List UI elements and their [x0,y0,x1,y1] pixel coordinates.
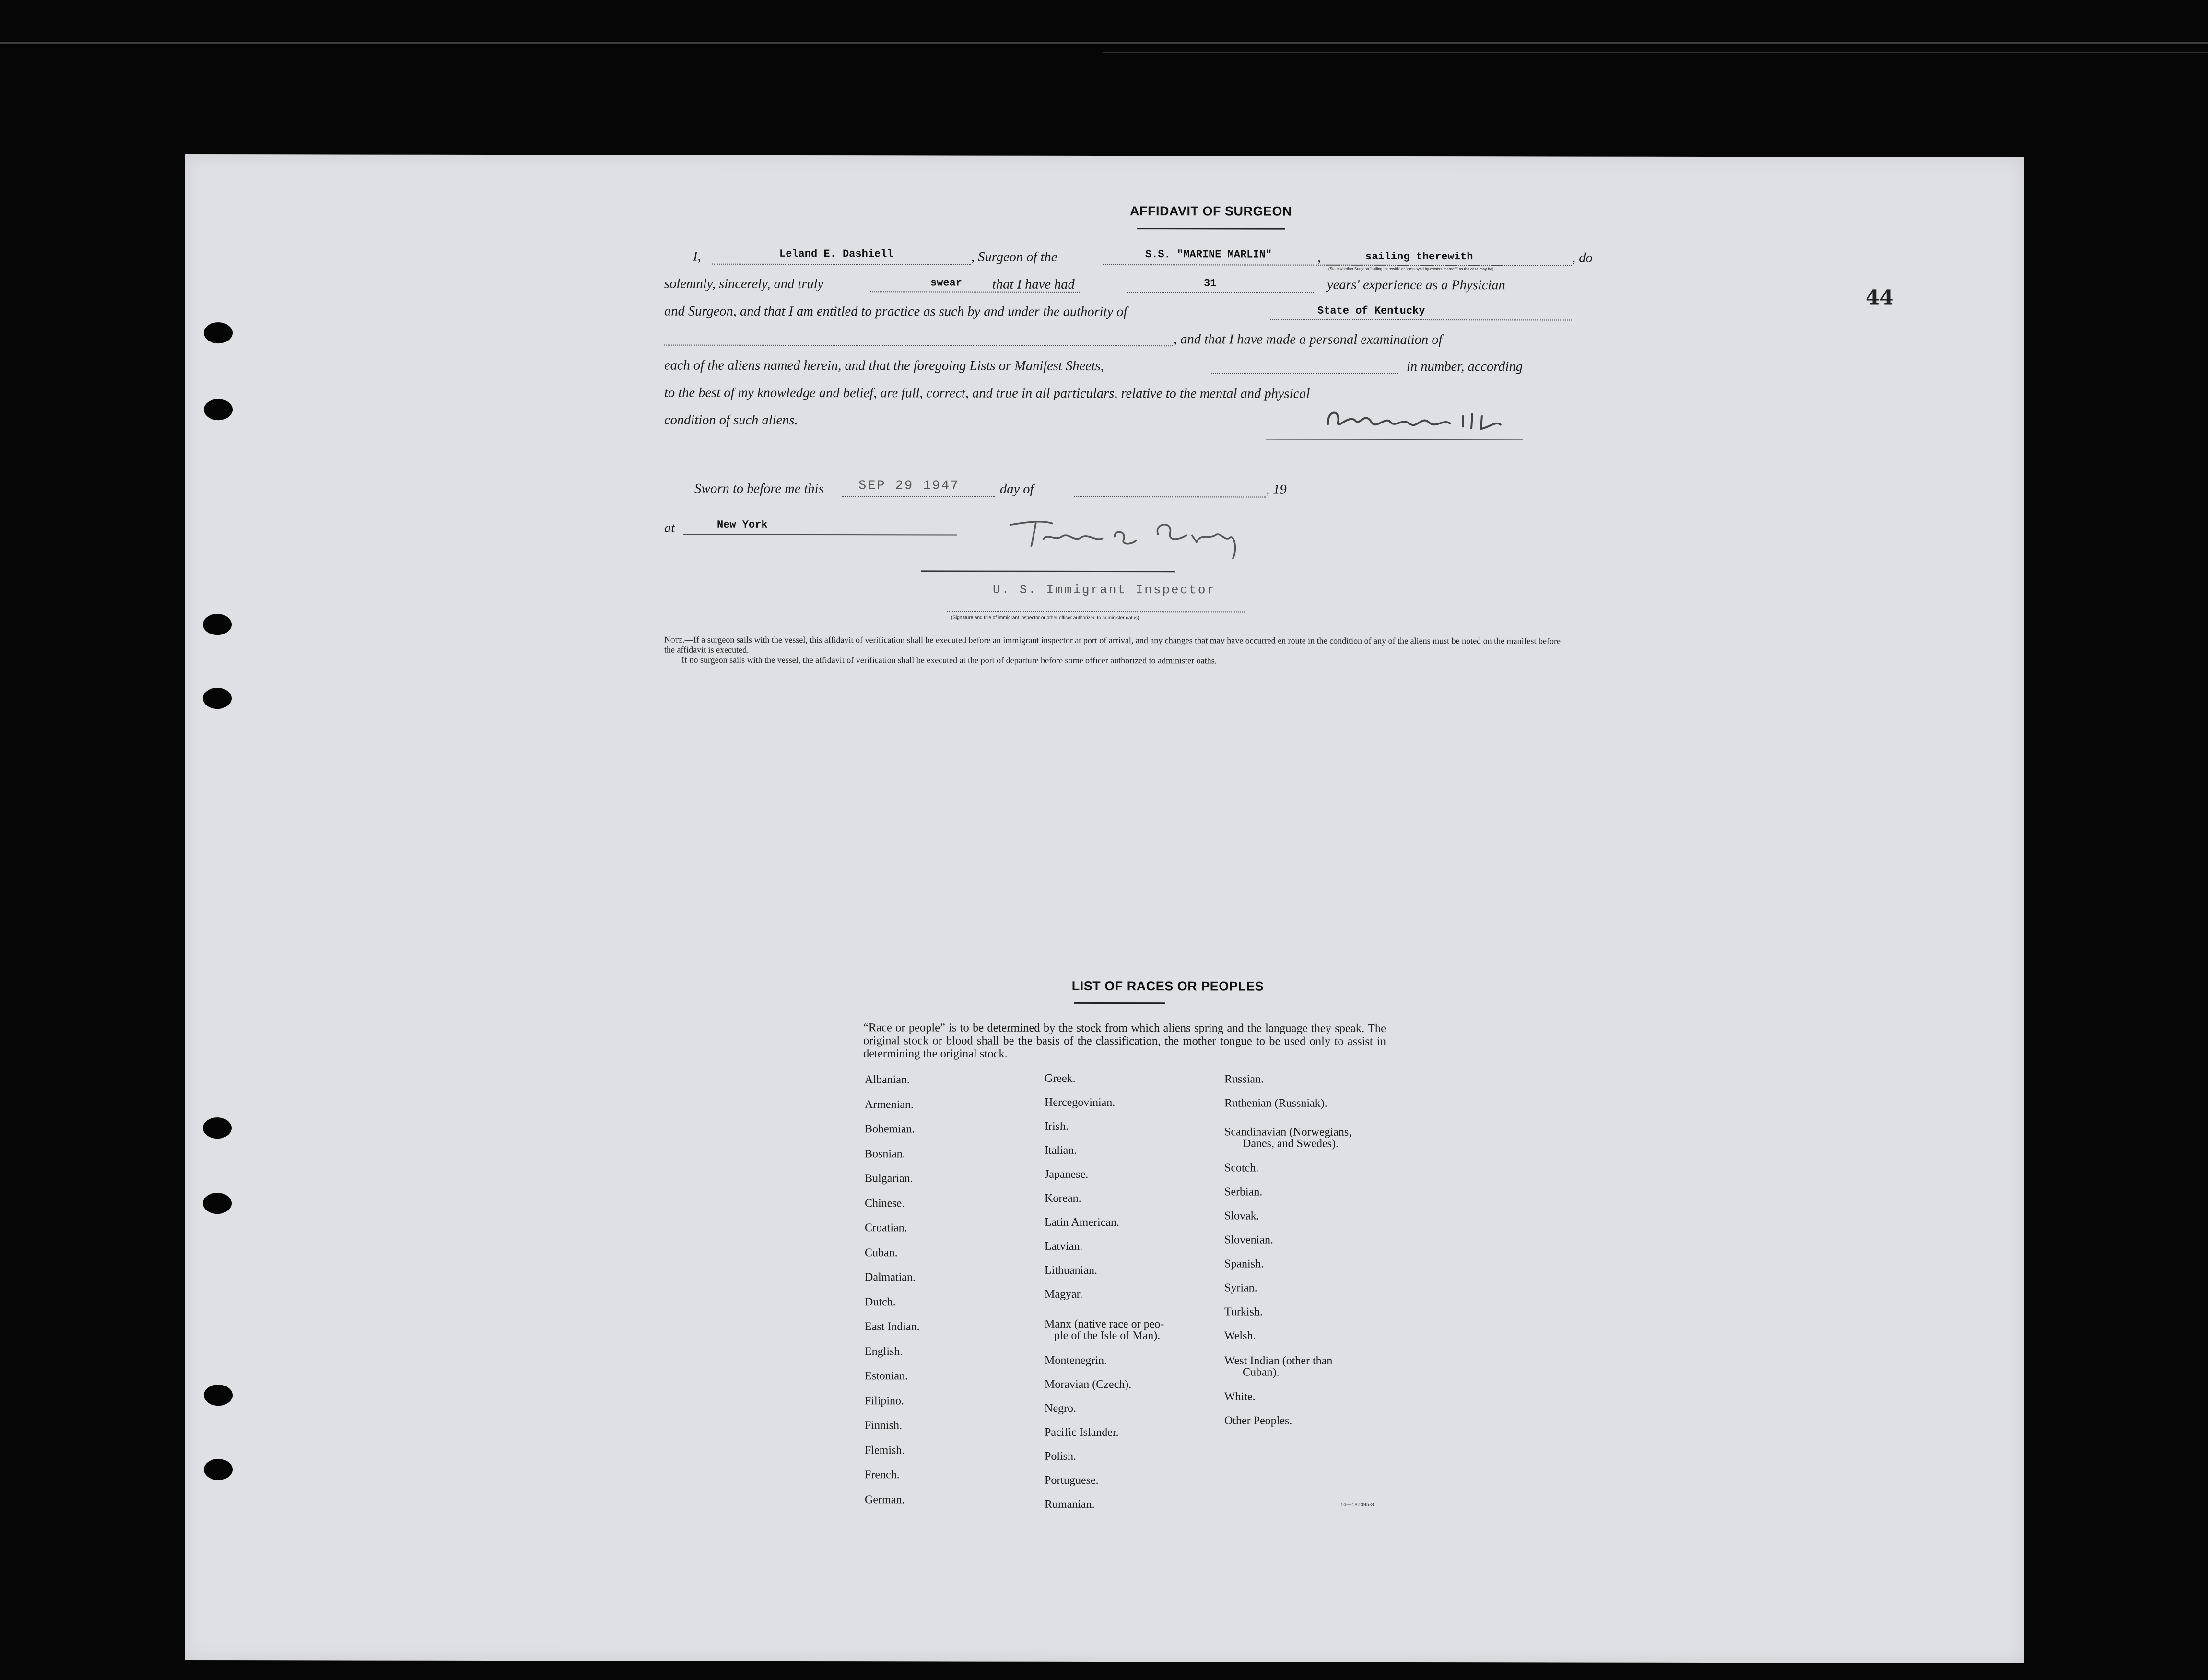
years-value: 31 [1204,277,1217,290]
race-item: Ruthenian (Russniak). [1224,1097,1327,1110]
race-item: East Indian. [865,1320,920,1333]
punch-hole [204,1459,233,1480]
sworn-day-of: day of [1000,482,1034,497]
note-line1: —If a surgeon sails with the vessel, this affidavit of verification shall be executed before an immigrant inspector at port of arrival, and any changes that may have occurred en route in the condition of any of the aliens must be noted on the manifest before the affidavit is executed. [664,634,1561,655]
race-item: Russian. [1224,1073,1264,1086]
punch-hole [203,1117,232,1139]
race-item: Croatian. [865,1222,907,1234]
race-item: Polish. [1045,1450,1077,1463]
race-item: Turkish. [1224,1305,1263,1318]
title-underline [1137,228,1285,229]
sheets-field-line [1211,373,1398,374]
line4-end: , and that I have made a personal examination of [1174,332,1443,348]
line1-end: , do [1572,250,1593,266]
punch-hole [204,1385,233,1406]
page-number: 44 [1866,285,1894,309]
race-item: Magyar. [1045,1288,1083,1301]
race-item: Italian. [1045,1144,1077,1157]
race-item: Bohemian. [865,1123,915,1136]
blank-field-line [664,345,1173,347]
document-page [185,154,2024,1663]
sworn-year: , 19 [1266,482,1287,497]
inspector-title: U. S. Immigrant Inspector [993,582,1216,598]
name-field-line [712,264,971,265]
race-item: Danes, and Swedes). [1243,1137,1339,1150]
sailing-status: sailing therewith [1365,250,1473,263]
race-item: West Indian (other than [1224,1354,1333,1367]
years-field-line [1127,292,1314,293]
line2-end: years' experience as a Physician [1327,277,1505,293]
race-item: Japanese. [1045,1168,1089,1181]
sworn-start: Sworn to before me this [694,481,824,497]
authority-value: State of Kentucky [1317,305,1425,317]
inspector-signature [990,513,1259,566]
race-item: Rumanian. [1045,1498,1095,1511]
race-item: Irish. [1045,1120,1069,1133]
oath-word: swear [930,277,963,289]
race-item: Cuban. [865,1246,898,1259]
race-item: Chinese. [865,1197,905,1210]
line1-mid: , Surgeon of the [971,249,1057,265]
line1-prefix: I, [693,249,701,264]
race-item: Spanish. [1224,1257,1264,1270]
race-item: Slovenian. [1224,1234,1273,1246]
note-label: Note. [664,634,685,645]
race-item: German. [865,1493,905,1506]
month-field-line [1074,496,1266,498]
authority-field-line [1268,319,1572,321]
surgeon-signature [1319,401,1535,440]
race-item: French. [865,1469,900,1481]
place-field-line [683,534,957,536]
race-item: Dutch. [865,1296,896,1309]
line5-text: each of the aliens named herein, and that the foregoing Lists or Manifest Sheets, [664,358,1104,374]
race-item: Flemish. [865,1444,905,1457]
races-intro: “Race or people” is to be determined by the stock from which aliens spring and the language they speak. The original stock or blood shall be the basis of the classification, the mother tongue to be used only to assist in determining the original stock. [863,1021,1386,1060]
line3-start: and Surgeon, and that I am entitled to practice as such by and under the authority of [664,304,1127,320]
race-item: Albanian. [865,1073,910,1086]
race-item: Manx (native race or peo- [1045,1317,1164,1331]
line2-start: solemnly, sincerely, and truly [664,276,824,292]
race-item: Scandinavian (Norwegians, [1224,1126,1352,1139]
inspector-caption: (Signature and title of immigrant inspector or other officer authorized to administer oaths) [951,615,1139,621]
inspector-signature-line [921,570,1175,572]
race-item: Hercegovinian. [1045,1096,1116,1109]
race-item: Dalmatian. [865,1271,916,1284]
punch-hole [204,399,233,420]
race-item: Syrian. [1224,1281,1257,1294]
form-number: 16—187095-3 [1340,1502,1374,1508]
race-item: Serbian. [1224,1186,1263,1198]
race-item: Cuban). [1243,1366,1280,1379]
affidavit-note [664,635,1566,667]
place-value: New York [717,518,768,531]
races-title-underline [1074,1002,1165,1004]
punch-hole [204,322,233,343]
affidavit-title: AFFIDAVIT OF SURGEON [1130,204,1292,219]
signature-line [1266,439,1523,440]
race-item: Greek. [1045,1072,1076,1085]
line6-text: to the best of my knowledge and belief, are full, correct, and true in all particulars, relative to the mental and physical [664,385,1310,401]
punch-hole [203,614,232,635]
line7-text: condition of such aliens. [664,412,798,428]
line5-end: in number, according [1407,359,1523,375]
film-edge-line [0,42,2208,44]
race-item: Moravian (Czech). [1045,1378,1132,1391]
surgeon-name: Leland E. Dashiell [779,247,893,260]
line1-comma: , [1317,250,1321,265]
race-item: Portuguese. [1045,1474,1099,1487]
race-item: Other Peoples. [1224,1414,1292,1427]
line2-mid: that I have had [992,277,1075,292]
race-item: Slovak. [1224,1210,1259,1222]
status-field-line [1324,265,1572,266]
date-stamp: SEP 29 1947 [858,479,960,493]
ship-name: S.S. "MARINE MARLIN" [1145,248,1272,261]
race-item: White. [1224,1390,1256,1403]
race-item: Negro. [1045,1402,1076,1415]
punch-hole [203,1193,232,1214]
race-item: Scotch. [1224,1162,1259,1175]
race-item: Bulgarian. [865,1172,913,1185]
inspector-title-line [947,611,1245,612]
race-item: Armenian. [865,1098,914,1111]
race-item: Latvian. [1045,1240,1083,1253]
date-field-line [842,496,995,497]
race-item: Korean. [1045,1192,1081,1205]
race-item: Filipino. [865,1395,904,1408]
race-item: ple of the Isle of Man). [1054,1329,1161,1342]
at-label: at [664,520,675,536]
race-item: Lithuanian. [1045,1264,1097,1277]
punch-hole [203,688,232,709]
note-line2: If no surgeon sails with the vessel, the affidavit of verification shall be executed at the port of departure before some officer authorized to administer oaths. [681,655,1217,666]
race-item: Welsh. [1224,1329,1256,1342]
races-title: LIST OF RACES OR PEOPLES [1071,978,1264,994]
race-item: English. [865,1345,903,1358]
race-item: Estonian. [865,1370,908,1383]
race-item: Finnish. [865,1419,903,1432]
film-edge-line [1103,52,2208,53]
sailing-note: (State whether Surgeon "sailing therewith" or "employed by owners thereof," as the case may be) [1328,266,1493,271]
race-item: Pacific Islander. [1045,1426,1119,1439]
race-item: Latin American. [1045,1216,1119,1229]
race-item: Bosnian. [865,1148,905,1161]
race-item: Montenegrin. [1045,1354,1107,1367]
